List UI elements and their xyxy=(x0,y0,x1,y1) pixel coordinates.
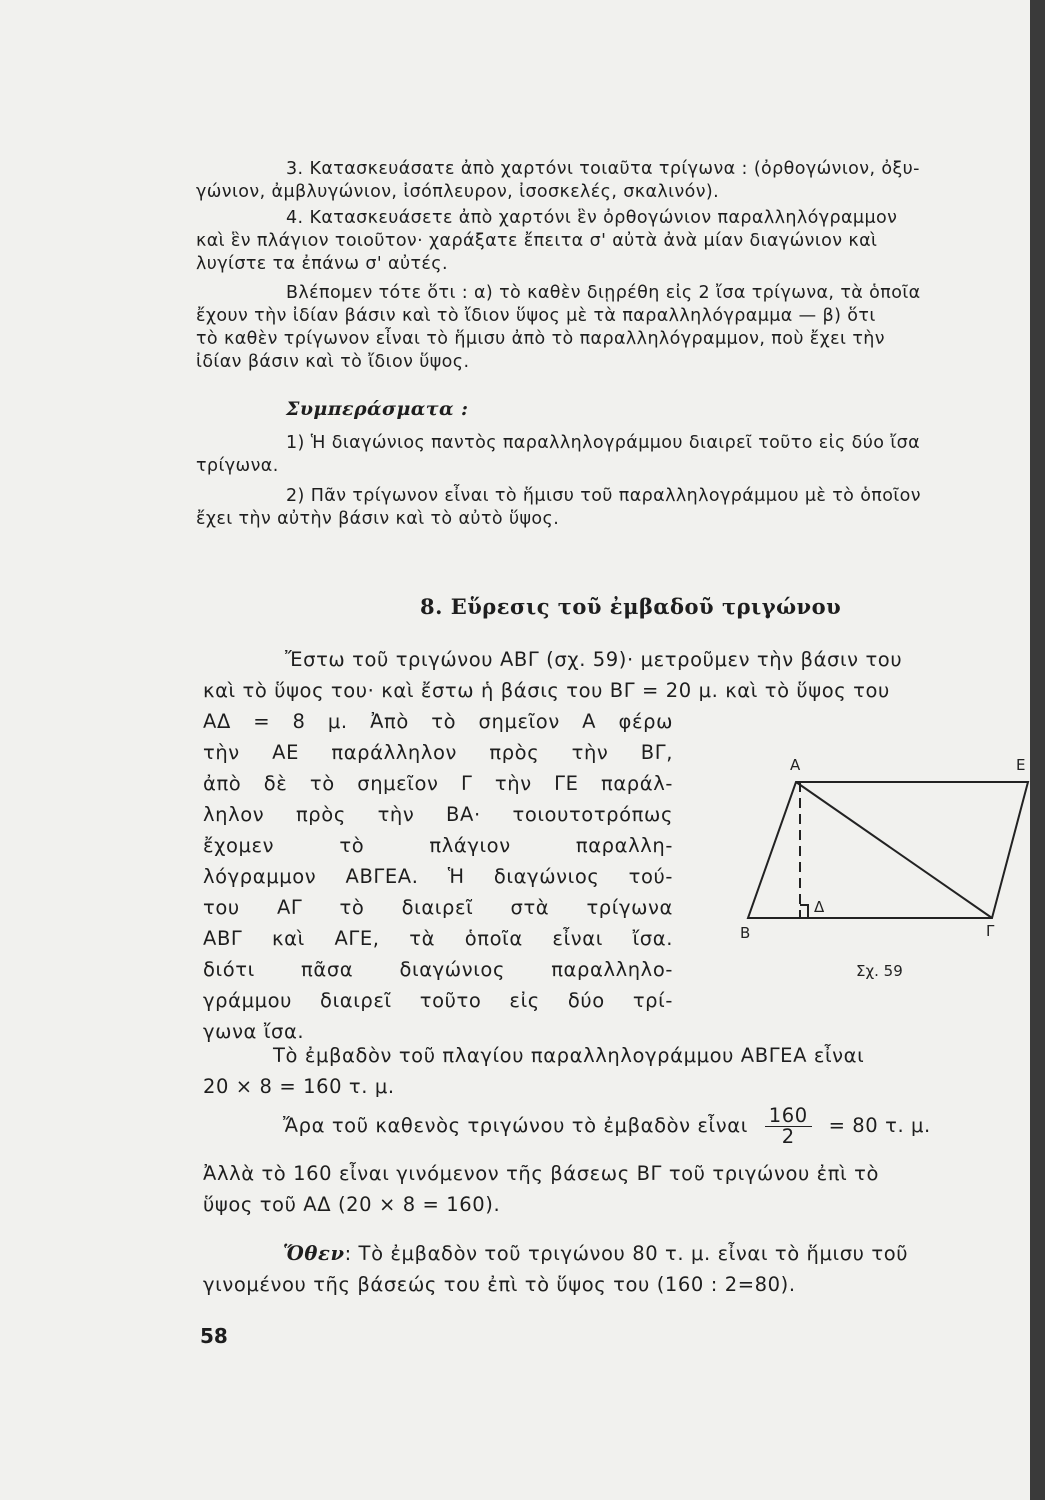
text-line: γωνα ἴσα. xyxy=(203,1020,305,1043)
text-line: ἔχομεν τὸ πλάγιον παραλλη- xyxy=(203,834,673,857)
text-line: ὕψος τοῦ ΑΔ (20 × 8 = 160). xyxy=(203,1193,501,1216)
text-line: 2) Πᾶν τρίγωνον εἶναι τὸ ἥμισυ τοῦ παραλληλογράμμου μὲ τὸ ὁποῖον xyxy=(286,486,921,506)
text-line: Ἀλλὰ τὸ 160 εἶναι γινόμενον τῆς βάσεως ΒΓ τοῦ τριγώνου ἐπὶ τὸ xyxy=(203,1162,880,1185)
text-segment: = 80 τ. μ. xyxy=(828,1114,931,1137)
label-A: Α xyxy=(790,756,801,774)
body-paragraph-1 xyxy=(203,644,1028,706)
text-line: του ΑΓ τὸ διαιρεῖ στὰ τρίγωνα xyxy=(203,896,673,919)
conclusion-2 xyxy=(196,485,1026,531)
hence-label: Ὅθεν xyxy=(283,1242,345,1265)
text-line: διότι πᾶσα διαγώνιος παραλληλο- xyxy=(203,958,673,981)
text-segment: Ἄρα τοῦ καθενὸς τριγώνου τὸ ἐμβαδὸν εἶναι xyxy=(283,1114,748,1137)
label-E: Ε xyxy=(1016,756,1026,774)
text-segment: : Τὸ ἐμβαδὸν τοῦ τριγώνου 80 τ. μ. εἶναι τὸ ἥμισυ τοῦ xyxy=(344,1242,909,1265)
label-G: Γ xyxy=(986,922,995,940)
exercise-4 xyxy=(196,207,1026,276)
text-line: τὸ καθὲν τρίγωνον εἶναι τὸ ἥμισυ ἀπὸ τὸ παραλληλόγραμμον, ποὺ ἔχει τὴν xyxy=(196,329,885,349)
text-line: τρίγωνα. xyxy=(196,456,279,476)
body-paragraph-3 xyxy=(203,1106,1033,1147)
conclusion-1 xyxy=(196,432,1026,478)
text-line: καὶ τὸ ὕψος του· καὶ ἔστω ἡ βάσις του ΒΓ = 20 μ. καὶ τὸ ὕψος του xyxy=(203,679,890,702)
text-line: ἀπὸ δὲ τὸ σημεῖον Γ τὴν ΓΕ παράλ- xyxy=(203,772,673,795)
text-line: ΑΔ = 8 μ. Ἀπὸ τὸ σημεῖον Α φέρω xyxy=(203,710,673,733)
observation-paragraph xyxy=(196,282,1026,374)
text-line: ἰδίαν βάσιν καὶ τὸ ἴδιον ὕψος. xyxy=(196,352,470,372)
text-line: 4. Κατασκευάσετε ἀπὸ χαρτόνι ἓν ὀρθογώνιον παραλληλόγραμμον xyxy=(286,208,898,228)
text-line: λυγίστε τα ἐπάνω σ' αὐτές. xyxy=(196,254,448,274)
label-D: Δ xyxy=(814,898,825,916)
fraction-denominator: 2 xyxy=(781,1125,795,1148)
text-line: τὴν ΑΕ παράλληλον πρὸς τὴν ΒΓ, xyxy=(203,741,673,764)
fraction-numerator: 160 xyxy=(765,1106,812,1127)
section-title: 8. Εὕρεσις τοῦ ἐμβαδοῦ τριγώνου xyxy=(420,594,842,619)
text-line: γινομένου τῆς βάσεώς του ἐπὶ τὸ ὕψος του (160 : 2=80). xyxy=(203,1273,796,1296)
text-line: καὶ ἓν πλάγιον τοιοῦτον· χαράξατε ἔπειτα σ' αὐτὰ ἀνὰ μίαν διαγώνιον καὶ xyxy=(196,231,878,251)
text-line: 20 × 8 = 160 τ. μ. xyxy=(203,1075,395,1098)
conclusions-heading: Συμπεράσματα : xyxy=(286,398,469,420)
text-line: Ἔστω τοῦ τριγώνου ΑΒΓ (σχ. 59)· μετροῦμεν τὴν βάσιν του xyxy=(285,648,903,671)
page-number: 58 xyxy=(200,1324,228,1348)
text-line: 1) Ἡ διαγώνιος παντὸς παραλληλογράμμου διαιρεῖ τοῦτο εἰς δύο ἴσα xyxy=(286,433,921,453)
body-paragraph-5 xyxy=(203,1238,1033,1300)
text-line xyxy=(203,1238,1033,1269)
text-line: γράμμου διαιρεῖ τοῦτο εἰς δύο τρί- xyxy=(203,989,673,1012)
body-paragraph-1-column xyxy=(203,706,673,1047)
text-line: Βλέπομεν τότε ὅτι : α) τὸ καθὲν διῃρέθη εἰς 2 ἴσα τρίγωνα, τὰ ὁποῖα xyxy=(286,283,921,303)
text-line: ληλον πρὸς τὴν ΒΑ· τοιουτοτρόπως xyxy=(203,803,673,826)
text-line: ἔχουν τὴν ἰδίαν βάσιν καὶ τὸ ἴδιον ὕψος μὲ τὰ παραλληλόγραμμα — β) ὅτι xyxy=(196,306,876,326)
figure-caption: Σχ. 59 xyxy=(856,962,903,980)
text-line: Τὸ ἐμβαδὸν τοῦ πλαγίου παραλληλογράμμου ΑΒΓΕΑ εἶναι xyxy=(273,1044,865,1067)
label-B: Β xyxy=(740,924,751,942)
figure-59 xyxy=(730,750,1030,1010)
fraction xyxy=(765,1106,812,1147)
body-paragraph-2 xyxy=(203,1040,1028,1102)
text-line: ΑΒΓ καὶ ΑΓΕ, τὰ ὁποῖα εἶναι ἴσα. xyxy=(203,927,673,950)
text-line: 3. Κατασκευάσατε ἀπὸ χαρτόνι τοιαῦτα τρίγωνα : (ὀρθογώνιον, ὀξυ- xyxy=(286,159,920,179)
diagonal-AG xyxy=(796,782,992,918)
parallelogram-ABGE xyxy=(748,782,1028,918)
body-paragraph-4 xyxy=(203,1158,1028,1220)
text-line: λόγραμμον ΑΒΓΕΑ. Ἡ διαγώνιος τού- xyxy=(203,865,673,888)
exercise-3 xyxy=(196,158,1016,204)
right-angle-mark xyxy=(800,905,808,918)
text-line: γώνιον, ἀμβλυγώνιον, ἰσόπλευρον, ἰσοσκελές, σκαλινόν). xyxy=(196,182,720,202)
text-line: ἔχει τὴν αὐτὴν βάσιν καὶ τὸ αὐτὸ ὕψος. xyxy=(196,509,560,529)
